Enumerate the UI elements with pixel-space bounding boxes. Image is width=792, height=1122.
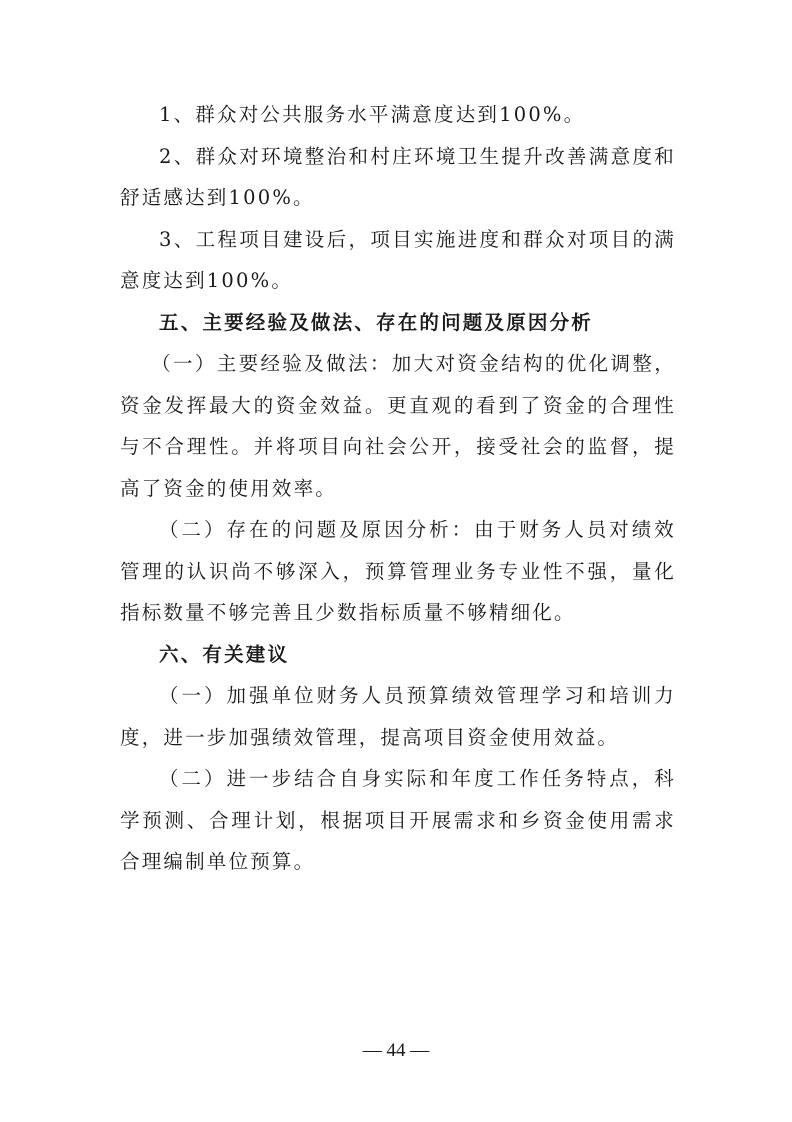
paragraph-goal-3: 3、工程项目建设后，项目实施进度和群众对项目的满意度达到100%。 xyxy=(120,227,676,292)
paragraph-suggestion-1: （一）加强单位财务人员预算绩效管理学习和培训力度，进一步加强绩效管理，提高项目资金使用效益。 xyxy=(120,684,676,749)
paragraph-experience: （一）主要经验及做法：加大对资金结构的优化调整，资金发挥最大的资金效益。更直观的看到了资金的合理性与不合理性。并将项目向社会公开，接受社会的监督，提高了资金的使用效率。 xyxy=(120,352,676,500)
paragraph-problems: （二）存在的问题及原因分析：由于财务人员对绩效管理的认识尚不够深入，预算管理业务专业性不强，量化指标数量不够完善且少数指标质量不够精细化。 xyxy=(120,518,676,624)
paragraph-suggestion-2: （二）进一步结合自身实际和年度工作任务特点，科学预测、合理计划，根据项目开展需求和乡资金使用需求合理编制单位预算。 xyxy=(120,767,676,873)
document-body xyxy=(120,94,676,883)
paragraph-goal-1: 1、群众对公共服务水平满意度达到100%。 xyxy=(159,103,586,126)
paragraph-goal-2: 2、群众对环境整治和村庄环境卫生提升改善满意度和舒适感达到100%。 xyxy=(120,144,676,209)
section-heading-6: 六、有关建议 xyxy=(159,642,290,666)
section-heading-5: 五、主要经验及做法、存在的问题及原因分析 xyxy=(159,310,594,334)
page-number: — 44 — xyxy=(362,1040,430,1061)
